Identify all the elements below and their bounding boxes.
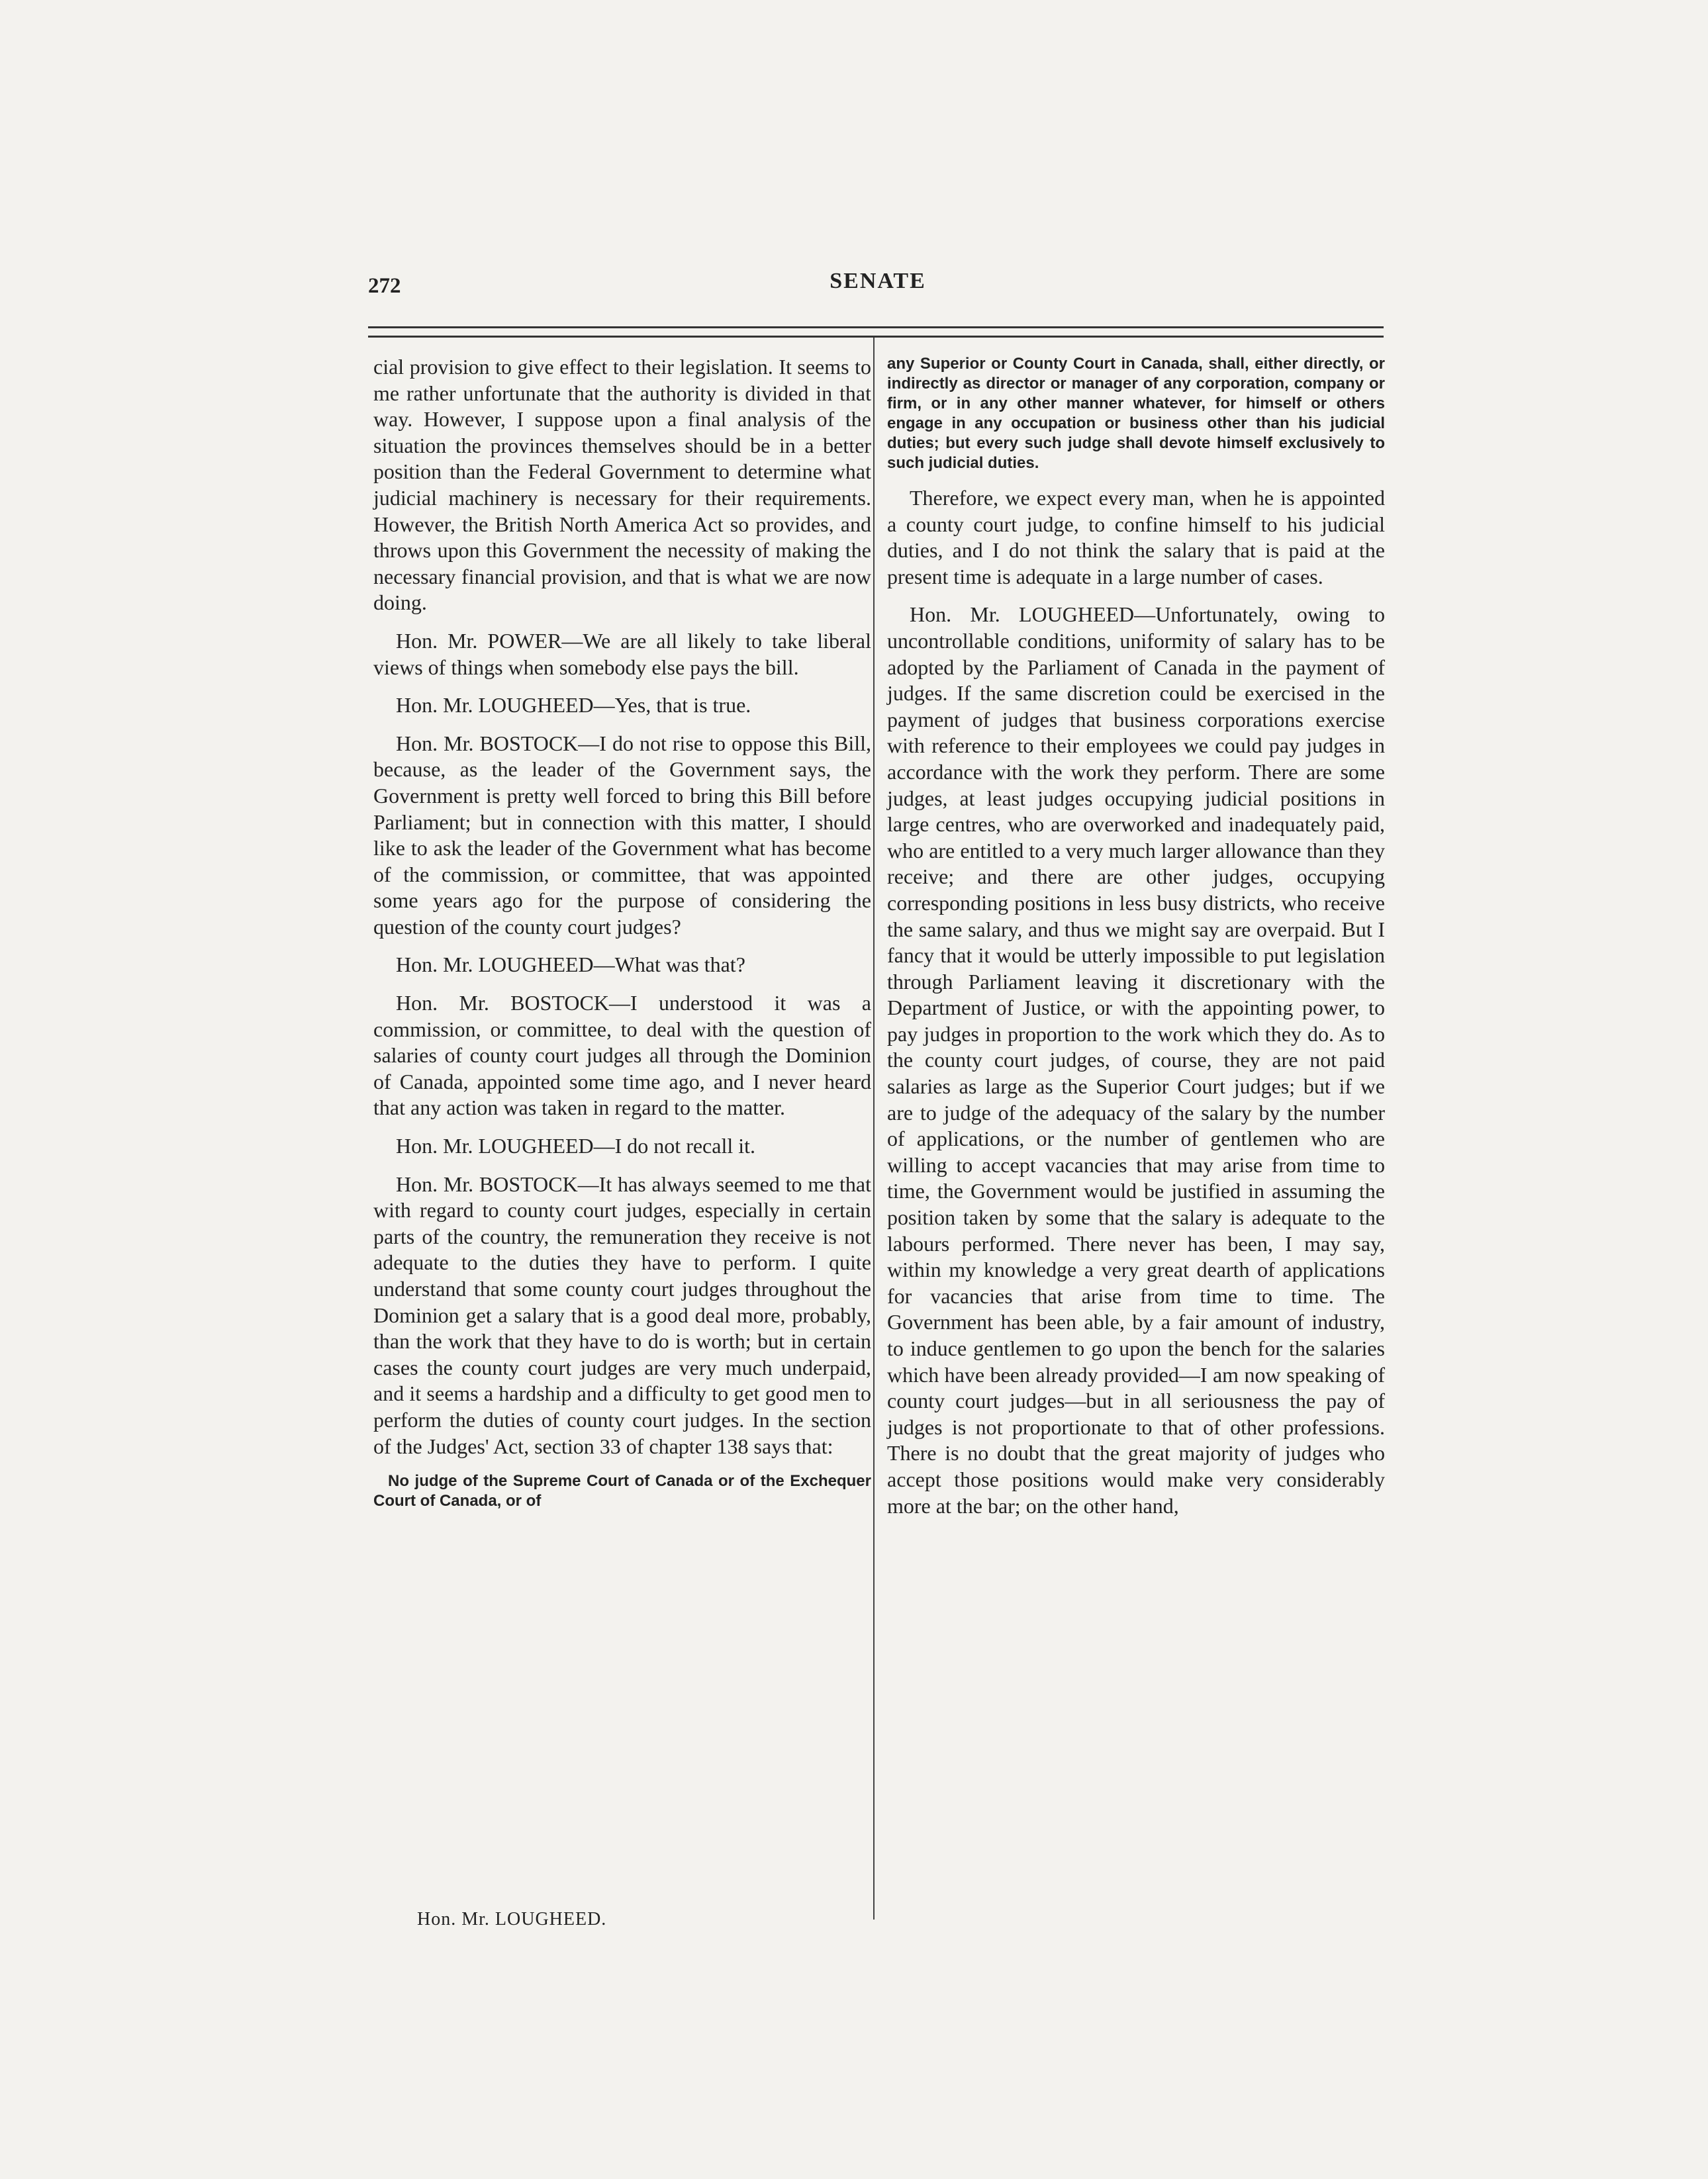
running-head-title: SENATE — [830, 269, 926, 293]
paragraph: Hon. Mr. BOSTOCK—I do not rise to oppose this Bill, because, as the leader of the Government says, the Government is pretty well forced to bring this Bill before Parliament; but in connection with this matter, I should like to ask the leader of the Government what has become of the commission, or committee, that was appointed some years ago for the purpose of considering the question of the county court judges? — [373, 731, 871, 939]
paragraph: Therefore, we expect every man, when he is appointed a county court judge, to confine himself to his judicial duties, and I do not think the salary that is paid at the present time is adequate in a large number of cases. — [887, 486, 1385, 588]
paragraph: Hon. Mr. LOUGHEED—Yes, that is true. — [396, 693, 751, 718]
footer-speaker: Hon. Mr. LOUGHEED. — [417, 1909, 607, 1929]
quotation: any Superior or County Court in Canada, shall, either directly, or indirectly as director or manager of any corporation, company or firm, or in any other manner whatever, for himself or others engage in any occupation or business other than his judicial duties; but every such judge shall devote himself exclusively to such judicial duties. — [887, 355, 1385, 472]
paragraph: Hon. Mr. LOUGHEED—I do not recall it. — [396, 1134, 756, 1158]
page-header — [368, 269, 1388, 308]
header-rule — [368, 326, 1384, 338]
column-divider — [873, 338, 875, 1920]
page-number: 272 — [368, 274, 401, 298]
paragraph: Hon. Mr. BOSTOCK—I understood it was a commission, or committee, to deal with the question of salaries of county court judges all through the Dominion of Canada, appointed some time ago, and I never heard that any action was taken in regard to the matter. — [373, 991, 871, 1120]
paragraph: Hon. Mr. POWER—We are all likely to take liberal views of things when somebody else pays the bill. — [373, 628, 871, 679]
left-column — [373, 354, 871, 1523]
paragraph: Hon. Mr. LOUGHEED—What was that? — [396, 952, 745, 977]
paragraph: Hon. Mr. BOSTOCK—It has always seemed to me that with regard to county court judges, especially in certain parts of the country, the remuneration they receive is not adequate to the duties they have to perform. I quite understand that some county court judges throughout the Dominion get a salary that is a good deal more, probably, than the work that they have to do is worth; but in certain cases the county court judges are very much underpaid, and it seems a hardship and a difficulty to get good men to perform the duties of county court judges. In the section of the Judges' Act, section 33 of chapter 138 says that: — [373, 1172, 871, 1458]
right-column — [887, 354, 1385, 1531]
quotation: No judge of the Supreme Court of Canada or of the Exchequer Court of Canada, or of — [373, 1472, 871, 1510]
paragraph: Hon. Mr. LOUGHEED—Unfortunately, owing to uncontrollable conditions, uniformity of salary has to be adopted by the Parliament of Canada in the payment of judges. If the same discretion could be exercised in the payment of judges that business corporations exercise with reference to their employees we could pay judges in accordance with the work they perform. There are some judges, at least judges occupying judicial positions in large centres, who are overworked and inadequately paid, who are entitled to a very much larger allowance than they receive; and there are other judges, occupying corresponding positions in less busy districts, who receive the same salary, and thus we might say are overpaid. But I fancy that it would be utterly impossible to put legislation through Parliament leaving it discretionary with the Department of Justice, or with the appointing power, to pay judges in proportion to the work which they do. As to the county court judges, of course, they are not paid salaries as large as the Superior Court judges; but if we are to judge of the adequacy of the salary by the number of applications, or the number of gentlemen who are willing to accept vacancies that may arise from time to time, the Government would be justified in assuming the position taken by some that the salary is adequate to the labours performed. There never has been, I may say, within my knowledge a very great dearth of applications for vacancies that arise from time to time. The Government has been able, by a fair amount of industry, to induce gentlemen to go upon the bench for the salaries which have been already provided—I am now speaking of county court judges—but in all seriousness the pay of judges is not proportionate to that of other professions. There is no doubt that the great majority of judges who accept those positions would make very considerably more at the bar; on the other hand, — [887, 602, 1385, 1518]
paragraph: cial provision to give effect to their legislation. It seems to me rather unfortunate that the authority is divided in that way. However, I suppose upon a final analysis of the situation the provinces themselves should be in a better position than the Federal Government to determine what judicial machinery is necessary for their requirements. However, the British North America Act so provides, and throws upon this Government the necessity of making the necessary financial provision, and that is what we are now doing. — [373, 355, 871, 615]
